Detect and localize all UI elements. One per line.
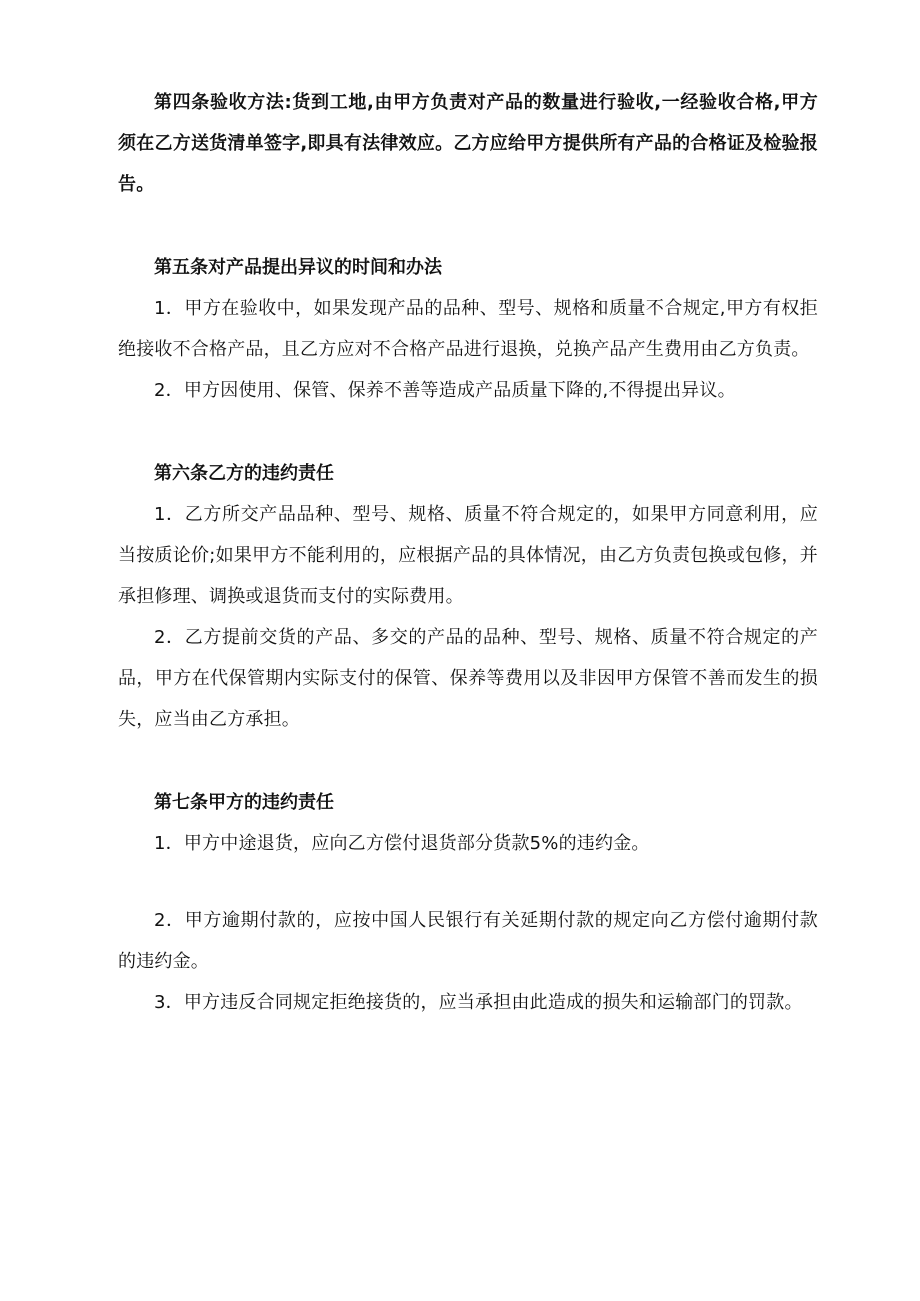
article-7-heading: 第七条甲方的违约责任	[154, 792, 334, 813]
article-6-item-1: 1．乙方所交产品品种、型号、规格、质量不符合规定的，如果甲方同意利用，应当按质论价;如果甲方不能利用的，应根据产品的具体情况，由乙方负责包换或包修，并承担修理、调换或退货而支付的实际费用。	[118, 504, 818, 607]
spacer	[118, 864, 818, 900]
article-6-item-2: 2．乙方提前交货的产品、多交的产品的品种、型号、规格、质量不符合规定的产品，甲方在代保管期内实际支付的保管、保养等费用以及非因甲方保管不善而发生的损失，应当由乙方承担。	[118, 627, 818, 730]
article-5-item-2: 2．甲方因使用、保管、保养不善等造成产品质量下降的,不得提出异议。	[154, 380, 736, 401]
article-5-heading: 第五条对产品提出异议的时间和办法	[154, 257, 442, 278]
spacer	[118, 411, 818, 453]
spacer	[118, 205, 818, 247]
article-5-item-1: 1．甲方在验收中，如果发现产品的品种、型号、规格和质量不合规定,甲方有权拒绝接收不合格产品，且乙方应对不合格产品进行退换，兑换产品产生费用由乙方负责。	[118, 298, 818, 360]
article-6-heading: 第六条乙方的违约责任	[154, 463, 334, 484]
document-page	[118, 82, 818, 1023]
article-7-item-3: 3．甲方违反合同规定拒绝接货的，应当承担由此造成的损失和运输部门的罚款。	[154, 992, 803, 1013]
article-7-item-2: 2．甲方逾期付款的，应按中国人民银行有关延期付款的规定向乙方偿付逾期付款的违约金。	[118, 910, 818, 972]
article-7-item-1: 1．甲方中途退货，应向乙方偿付退货部分货款5%的违约金。	[154, 833, 650, 854]
article-4-paragraph: 第四条验收方法:货到工地,由甲方负责对产品的数量进行验收,一经验收合格,甲方须在乙方送货清单签字,即具有法律效应。乙方应给甲方提供所有产品的合格证及检验报告。	[118, 92, 818, 195]
spacer	[118, 740, 818, 782]
